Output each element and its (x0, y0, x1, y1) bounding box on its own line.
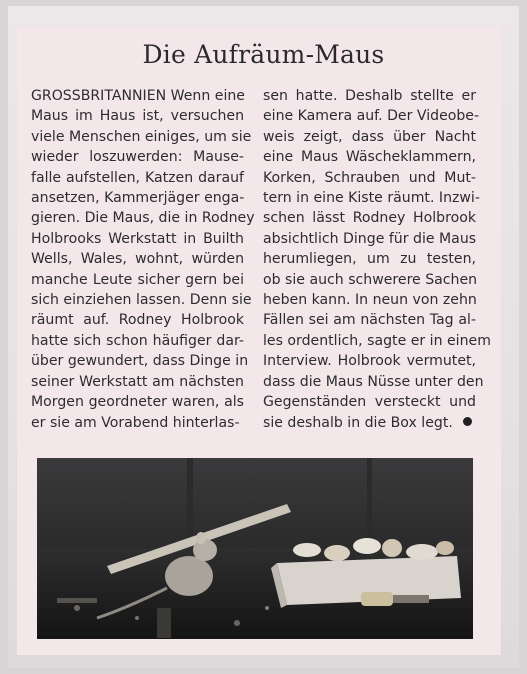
article-text-line: hatte sich schon häufiger dar- (31, 332, 244, 349)
mouse-photo-image (37, 458, 473, 639)
article-text-line: dass die Maus Nüsse unter den (263, 373, 484, 390)
article-text-line: gieren. Die Maus, die in Rodney (31, 210, 255, 227)
article-text-line: heben kann. In neun von zehn (263, 292, 477, 309)
article-text-line: tern in eine Kiste räumt. Inzwi- (263, 190, 480, 207)
article-text-line: ob sie auch schwerere Sachen (263, 271, 478, 288)
article-text-line: eine Maus Wäscheklammern, (263, 149, 476, 166)
article-text-line: Korken, Schrauben und Mut- (263, 169, 476, 186)
article-text-line: herumliegen, um zu testen, (263, 251, 476, 268)
article-text-line: über gewundert, dass Dinge in (31, 353, 249, 370)
article-text-line: Morgen geordneter waren, als (31, 394, 244, 411)
article-text-line: les ordentlich, sagte er in einem (263, 332, 491, 349)
article-text-line: manche Leute sicher gern bei (31, 271, 244, 288)
article-text-line: er sie am Vorabend hinterlas- (31, 414, 240, 431)
article-text-line: wieder loszuwerden: Mause- (31, 149, 244, 166)
article-text-line: weis zeigt, dass über Nacht (263, 128, 476, 145)
article-text-line: sich einziehen lassen. Denn sie (31, 292, 252, 309)
article-text-line: Gegenständen versteckt und (263, 394, 476, 411)
article-text-line: Holbrooks Werkstatt in Builth (31, 230, 244, 247)
article-text-line: falle aufstellen, Katzen darauf (31, 169, 244, 186)
article-text-line: absichtlich Dinge für die Maus (263, 230, 477, 247)
article-title: Die Aufräum-Maus (142, 40, 385, 69)
article-text-line: GROSSBRITANNIEN Wenn eine (31, 88, 245, 104)
article-column-left (31, 86, 255, 433)
article-text-line: ansetzen, Kammerjäger enga- (31, 190, 245, 207)
article-text-line: seiner Werkstatt am nächsten (31, 373, 244, 390)
article-column-right (263, 86, 491, 433)
article-text-line: sen hatte. Deshalb stellte er (263, 88, 476, 104)
article-text-line: eine Kamera auf. Der Videobe- (263, 108, 480, 125)
article-text-line: Fällen sei am nächsten Tag al- (263, 312, 476, 329)
article-text-line: Interview. Holbrook vermutet, (263, 353, 476, 370)
article-photo (37, 458, 473, 639)
article-text-line: sie deshalb in die Box legt. (263, 413, 476, 433)
article-text-line: räumt auf. Rodney Holbrook (31, 312, 244, 329)
article-text-line: Wells, Wales, wohnt, würden (31, 251, 244, 268)
article-text-line: schen lässt Rodney Holbrook (263, 210, 476, 227)
end-mark-bullet-icon (463, 417, 472, 426)
article-text-line: Maus im Haus ist, versuchen (31, 108, 244, 125)
article-text-line: viele Menschen einiges, um sie (31, 128, 252, 145)
